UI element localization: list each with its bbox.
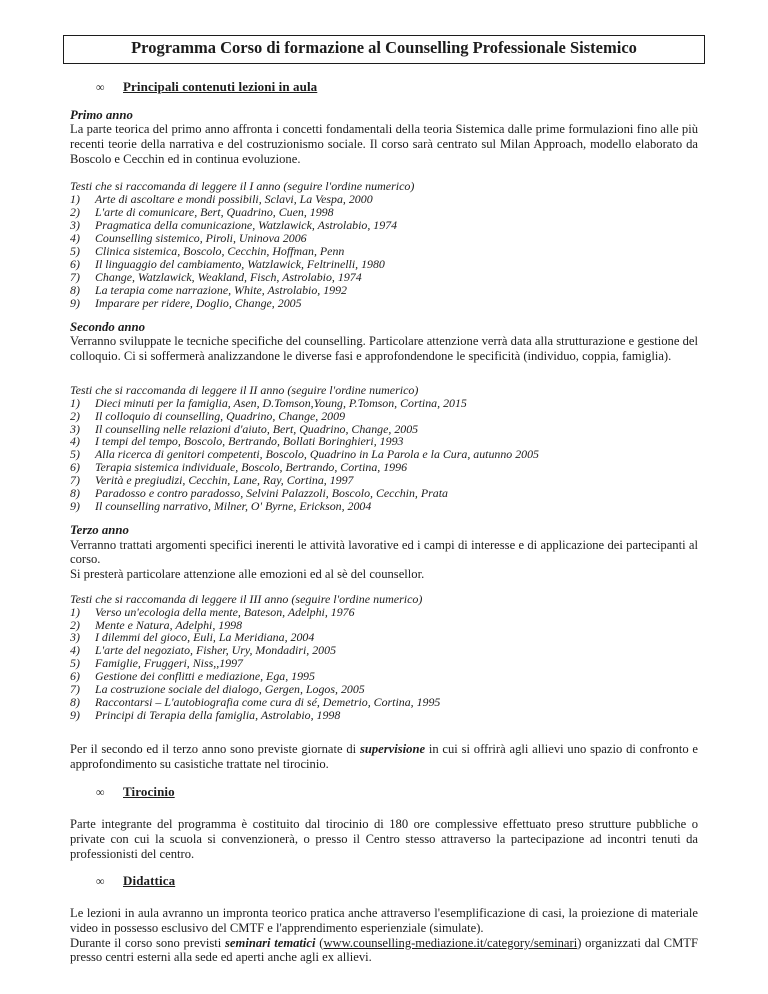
- book-number: 2): [70, 205, 80, 220]
- book-number: 2): [70, 617, 80, 632]
- book-item: [70, 709, 698, 722]
- didattica-pre: Durante il corso sono previsti: [70, 935, 226, 950]
- book-item: [70, 410, 698, 423]
- book-list-secondo: [70, 397, 698, 513]
- book-number: 9): [70, 295, 80, 310]
- book-text: Raccontarsi – L'autobiografia come cura di sé, Demetrio, Cortina, 1995: [95, 695, 441, 710]
- heading-didattica: [96, 873, 698, 889]
- book-text: Principi di Terapia della famiglia, Astrolabio, 1998: [95, 707, 341, 722]
- infinity-bullet-icon: ∞: [96, 874, 105, 889]
- book-text: Pragmatica della comunicazione, Watzlawick, Astrolabio, 1974: [95, 218, 398, 233]
- book-item: [70, 284, 698, 297]
- book-number: 5): [70, 244, 80, 259]
- supervisione-bold: supervisione: [359, 741, 426, 756]
- book-text: Change, Watzlawick, Weakland, Fisch, Astrolabio, 1974: [95, 269, 362, 284]
- paragraph-tirocinio: Parte integrante del programma è costituito dal tirocinio di 180 ore complessive effettuato preso strutture pubbliche o private con cui la scuola si convenzionerà, o presso il Centro stesso attraverso la partecipazione ad incontri tenuti da professionisti del centro.: [70, 817, 698, 861]
- book-text: Il counselling nelle relazioni d'aiuto, Bert, Quadrino, Change, 2005: [95, 421, 419, 436]
- book-text: Clinica sistemica, Boscolo, Cecchin, Hoffman, Penn: [95, 244, 345, 259]
- year-heading-terzo: Terzo anno: [70, 522, 129, 537]
- year-heading-primo: Primo anno: [70, 107, 133, 122]
- infinity-bullet-icon: ∞: [96, 785, 105, 800]
- heading-tirocinio: [96, 784, 698, 800]
- book-number: 3): [70, 630, 80, 645]
- book-number: 8): [70, 282, 80, 297]
- paragraph-terzo-anno-line1: Verranno trattati argomenti specifici inerenti le attività lavorative ed i campi di interesse e di applicazione dei partecipanti al corso.: [70, 537, 698, 567]
- paragraph-secondo-anno: Verranno sviluppate le tecniche specifiche del counselling. Particolare attenzione verrà data alla strutturazione e gestione del colloquio. Ci si soffermerà analizzandone le diverse fasi e approfondendone le specificità (individuo, coppia, famiglia).: [70, 334, 698, 363]
- book-text: Mente e Natura, Adelphi, 1998: [95, 617, 243, 632]
- paragraph-didattica-line2: [70, 936, 698, 965]
- heading-contenuti: [96, 79, 698, 95]
- book-text: Verità e pregiudizi, Cecchin, Lane, Ray, Cortina, 1997: [95, 473, 354, 488]
- book-list-terzo: [70, 606, 698, 722]
- book-item: [70, 500, 698, 513]
- book-number: 1): [70, 604, 80, 619]
- book-text: L'arte di comunicare, Bert, Quadrino, Cuen, 1998: [95, 205, 334, 220]
- book-text: Gestione dei conflitti e mediazione, Ega, 1995: [95, 669, 315, 684]
- book-number: 5): [70, 656, 80, 671]
- book-item: [70, 696, 698, 709]
- heading-tirocinio-label: Tirocinio: [123, 784, 175, 800]
- book-text: Verso un'ecologia della mente, Bateson, Adelphi, 1976: [95, 604, 355, 619]
- book-number: 3): [70, 421, 80, 436]
- book-text: La terapia come narrazione, White, Astrolabio, 1992: [95, 282, 348, 297]
- book-number: 8): [70, 486, 80, 501]
- book-text: Terapia sistemica individuale, Boscolo, Bertrando, Cortina, 1996: [95, 460, 408, 475]
- year-heading-secondo: Secondo anno: [70, 319, 146, 334]
- book-number: 4): [70, 643, 80, 658]
- book-text: Imparare per ridere, Doglio, Change, 2005: [95, 295, 302, 310]
- book-number: 8): [70, 695, 80, 710]
- book-text: Dieci minuti per la famiglia, Asen, D.Tomson,Young, P.Tomson, Cortina, 2015: [95, 395, 467, 410]
- didattica-post: ) organizzati dal CMTF presso centri esterni alla sede ed aperti anche agli ex allievi.: [70, 935, 698, 965]
- book-item: [70, 258, 698, 271]
- book-number: 1): [70, 192, 80, 207]
- list-intro-primo: Testi che si raccomanda di leggere il I anno (seguire l'ordine numerico): [70, 179, 415, 194]
- didattica-open-paren: (: [315, 935, 324, 950]
- book-text: Paradosso e contro paradosso, Selvini Palazzoli, Boscolo, Cecchin, Prata: [95, 486, 448, 501]
- paragraph-didattica-line1: Le lezioni in aula avranno un impronta teorico pratica anche attraverso l'esemplificazione di casi, la proiezione di materiale video in possesso esclusivo del CMTF e l'apprendimento esperienziale (simulate).: [70, 906, 698, 936]
- book-number: 6): [70, 460, 80, 475]
- book-text: La costruzione sociale del dialogo, Gergen, Logos, 2005: [95, 682, 365, 697]
- book-number: 4): [70, 231, 80, 246]
- book-number: 6): [70, 669, 80, 684]
- book-number: 7): [70, 473, 80, 488]
- book-text: Arte di ascoltare e mondi possibili, Sclavi, La Vespa, 2000: [95, 192, 373, 207]
- heading-contenuti-label: Principali contenuti lezioni in aula: [123, 78, 318, 94]
- supervisione-post: in cui si offrirà agli allievi uno spazio di confronto e approfondimento su casistiche trattate nel tirocinio.: [70, 741, 698, 771]
- heading-didattica-label: Didattica: [123, 873, 176, 889]
- book-item: [70, 271, 698, 284]
- book-number: 6): [70, 256, 80, 271]
- book-number: 7): [70, 682, 80, 697]
- book-text: Famiglie, Fruggeri, Niss,,1997: [95, 656, 243, 671]
- book-number: 1): [70, 395, 80, 410]
- seminari-link[interactable]: www.counselling-mediazione.it/category/seminari: [323, 935, 578, 950]
- book-number: 9): [70, 707, 80, 722]
- book-number: 5): [70, 447, 80, 462]
- book-text: Counselling sistemico, Piroli, Uninova 2006: [95, 231, 307, 246]
- document-title: Programma Corso di formazione al Counselling Professionale Sistemico: [63, 35, 705, 64]
- infinity-bullet-icon: ∞: [96, 79, 105, 94]
- book-item: [70, 397, 698, 410]
- book-text: Il colloquio di counselling, Quadrino, Change, 2009: [95, 408, 346, 423]
- list-intro-terzo: Testi che si raccomanda di leggere il III anno (seguire l'ordine numerico): [70, 591, 423, 606]
- book-number: 7): [70, 269, 80, 284]
- list-intro-secondo: Testi che si raccomanda di leggere il II anno (seguire l'ordine numerico): [70, 382, 419, 397]
- book-text: Alla ricerca di genitori competenti, Boscolo, Quadrino in La Parola e la Cura, autunno 2005: [95, 447, 539, 462]
- book-item: [70, 606, 698, 619]
- book-text: I dilemmi del gioco, Euli, La Meridiana, 2004: [95, 630, 315, 645]
- book-text: I tempi del tempo, Boscolo, Bertrando, Bollati Boringhieri, 1993: [95, 434, 404, 449]
- paragraph-supervisione: [70, 742, 698, 771]
- book-list-primo: [70, 193, 698, 309]
- paragraph-primo-anno: La parte teorica del primo anno affronta i concetti fondamentali della teoria Sistemica dalle prime formulazioni fino alle più recenti teorie della narrativa e del costruzionismo sociale. Il corso sarà centrato sul Milan Approach, modello elaborato da Boscolo e Cecchin ed in continua evoluzione.: [70, 122, 698, 166]
- book-text: L'arte del negoziato, Fisher, Ury, Mondadiri, 2005: [95, 643, 337, 658]
- book-number: 3): [70, 218, 80, 233]
- paragraph-terzo-anno-line2: Si presterà particolare attenzione alle emozioni ed al sè del counsellor.: [70, 566, 425, 581]
- didattica-bold: seminari tematici: [225, 935, 316, 950]
- book-text: Il counselling narrativo, Milner, O' Byrne, Erickson, 2004: [95, 498, 372, 513]
- book-number: 4): [70, 434, 80, 449]
- supervisione-pre: Per il secondo ed il terzo anno sono previste giornate di: [70, 741, 360, 756]
- book-number: 9): [70, 498, 80, 513]
- book-text: Il linguaggio del cambiamento, Watzlawick, Feltrinelli, 1980: [95, 256, 385, 271]
- book-number: 2): [70, 408, 80, 423]
- book-item: [70, 297, 698, 310]
